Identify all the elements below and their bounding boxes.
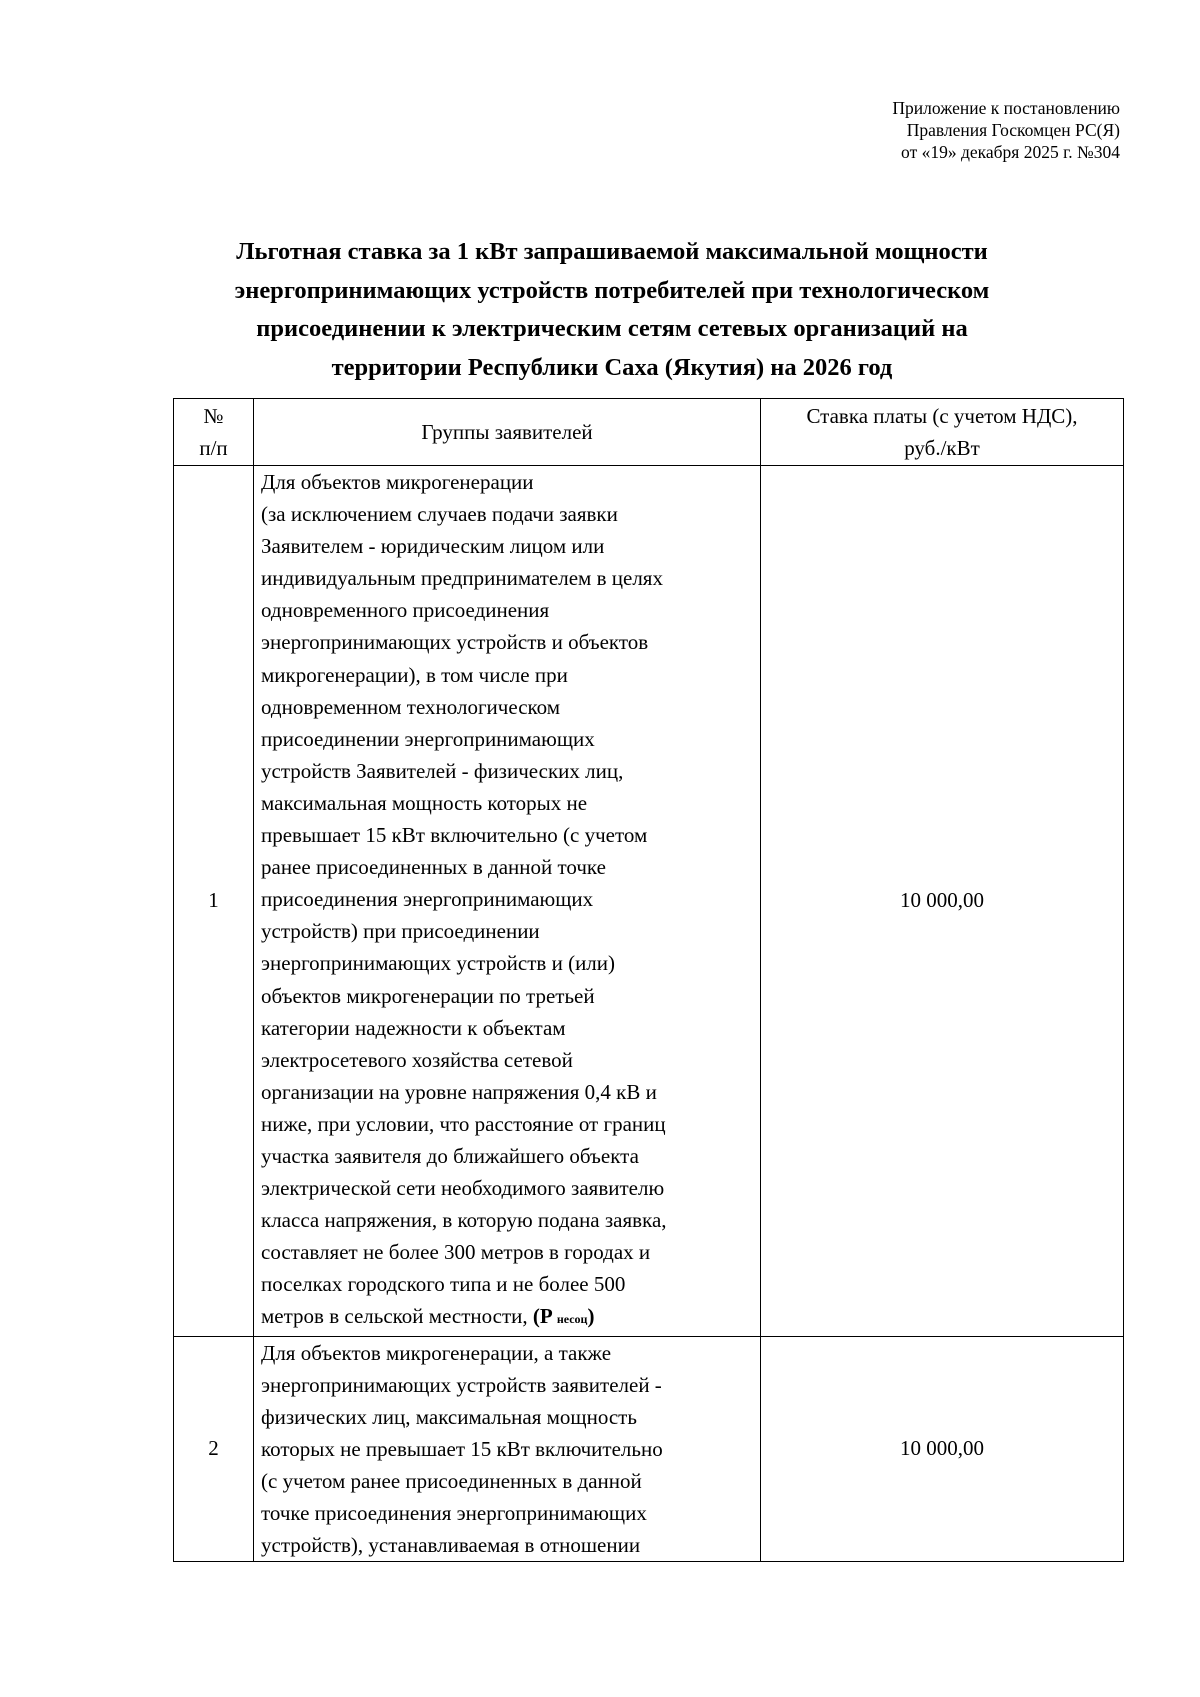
description-line: Для объектов микрогенерации (261, 470, 534, 494)
description-line (261, 1300, 753, 1335)
description-line: энергопринимающих устройств заявителей - (261, 1372, 662, 1397)
header-number-abbr: п/п (199, 436, 228, 460)
description-line: электрической сети необходимого заявителю (261, 1176, 665, 1201)
power-subscript: несоц (556, 1312, 588, 1327)
description-line: присоединения энергопринимающих (261, 887, 594, 912)
description-line: точке присоединения энергопринимающих (261, 1501, 647, 1525)
description-line: которых не превышает 15 кВт включительно (261, 1436, 663, 1461)
description-line: устройств) при присоединении (261, 919, 540, 944)
description-line: класса напряжения, в которую подана заявка, (261, 1208, 667, 1233)
power-symbol (533, 1304, 595, 1328)
description-line: энергопринимающих устройств и (или) (261, 951, 616, 976)
appendix-line: Приложение к постановлению (892, 98, 1120, 118)
row-number: 2 (174, 1336, 254, 1562)
description-line: индивидуальным предпринимателем в целях (261, 566, 663, 591)
title-line: присоединении к электрическим сетям сетевых организаций на (256, 315, 968, 342)
description-line: микрогенерации), в том числе при (261, 662, 568, 687)
description-line: (с учетом ранее присоединенных в данной (261, 1468, 642, 1493)
description-line: категории надежности к объектам (261, 1015, 566, 1040)
title-line: территории Республики Саха (Якутия) на 2026 год (331, 353, 893, 381)
description-line: организации на уровне напряжения 0,4 кВ и (261, 1079, 657, 1104)
description-line: устройств Заявителей - физических лиц, (261, 758, 624, 783)
appendix-note (660, 97, 1120, 163)
rate-value: 10 000,00 (761, 1336, 1124, 1562)
table-header-row (174, 399, 1124, 466)
power-letter: (P (532, 1304, 552, 1329)
header-group: Группы заявителей (254, 399, 761, 466)
description-line: Для объектов микрогенерации, а также (261, 1340, 612, 1365)
description-line: физических лиц, максимальная мощность (261, 1404, 637, 1429)
description-line: поселках городского типа и не более 500 (261, 1272, 626, 1297)
row-number: 1 (174, 466, 254, 1337)
rates-table (173, 398, 1124, 1562)
header-rate-unit: руб./кВт (904, 436, 980, 460)
description-line: ранее присоединенных в данной точке (261, 855, 606, 880)
description-line: устройств), устанавливаемая в отношении (261, 1533, 641, 1558)
description-line: участка заявителя до ближайшего объекта (261, 1143, 639, 1168)
title-line: энергопринимающих устройств потребителей при технологическом (234, 276, 990, 304)
description-line: энергопринимающих устройств и объектов (261, 630, 649, 655)
header-number (174, 399, 254, 466)
description-line: электросетевого хозяйства сетевой (261, 1047, 573, 1072)
power-close: ) (587, 1304, 595, 1329)
rate-value: 10 000,00 (761, 466, 1124, 1337)
header-number-symbol: № (203, 404, 224, 428)
header-rate (761, 399, 1124, 466)
group-description (254, 466, 761, 1337)
title-line: Льготная ставка за 1 кВт запрашиваемой максимальной мощности (236, 238, 988, 265)
description-line: Заявителем - юридическим лицом или (261, 534, 605, 559)
table-row (174, 466, 1124, 1337)
description-line: объектов микрогенерации по третьей (261, 983, 595, 1008)
description-line: присоединении энергопринимающих (261, 726, 595, 751)
description-line: одновременном технологическом (261, 694, 561, 719)
description-line: составляет не более 300 метров в городах и (261, 1240, 651, 1265)
description-line: превышает 15 кВт включительно (с учетом (261, 823, 648, 848)
header-rate-line: Ставка платы (с учетом НДС), (806, 404, 1078, 428)
description-line: ниже, при условии, что расстояние от границ (261, 1111, 666, 1136)
description-line: максимальная мощность которых не (261, 790, 588, 815)
description-line: (за исключением случаев подачи заявки (261, 502, 618, 527)
group-description (254, 1336, 761, 1562)
description-line: одновременного присоединения (261, 598, 550, 623)
appendix-line: от «19» декабря 2025 г. №304 (901, 142, 1120, 162)
description-text: метров в сельской местности, (261, 1304, 533, 1329)
document-title (168, 233, 1056, 387)
appendix-line: Правления Госкомцен РС(Я) (906, 120, 1120, 140)
table-row (174, 1336, 1124, 1562)
